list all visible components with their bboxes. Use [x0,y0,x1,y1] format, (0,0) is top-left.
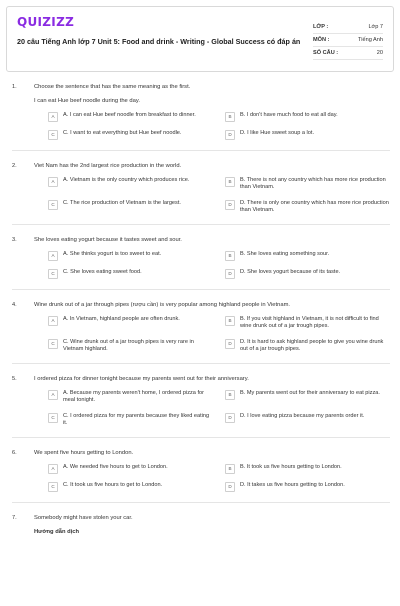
option-d[interactable] [225,339,390,354]
worksheet-header [6,6,394,72]
option-c[interactable] [48,130,213,140]
option-text: D. There is only one country which has more rice production than Vietnam. [240,199,389,213]
answer-options [48,316,390,353]
option-a[interactable] [48,464,213,474]
option-text: C. Wine drunk out of a jar trough pipes is very rare in Vietnam highland. [63,338,194,352]
option-c[interactable] [48,339,213,354]
meta-key: LỚP : [313,24,329,30]
option-a[interactable] [48,251,213,261]
question-4 [12,290,390,353]
option-c[interactable] [48,269,213,279]
option-b[interactable] [225,251,390,261]
question-number: 4. [12,302,17,309]
option-box[interactable]: A [48,251,58,261]
option-box[interactable]: D [225,130,235,140]
option-b[interactable] [225,464,390,474]
option-text: D. I love eating pizza because my parents order it. [240,412,365,419]
option-d[interactable] [225,482,390,492]
option-box[interactable]: A [48,177,58,187]
option-d[interactable] [225,413,390,428]
answer-options [48,251,390,279]
question-2 [12,151,390,214]
option-d[interactable] [225,200,390,215]
option-text: A. Vietnam is the only country which produces rice. [63,177,190,183]
option-b[interactable] [225,316,390,331]
quizizz-logo: QUIZIZZ [17,15,75,29]
answer-options [48,464,390,492]
question-text: I ordered pizza for dinner tonight because my parents went out for their anniversary. [34,376,249,383]
option-box[interactable]: B [225,316,235,326]
option-box[interactable]: D [225,269,235,279]
option-box[interactable]: C [48,339,58,349]
option-box[interactable]: C [48,482,58,492]
option-c[interactable] [48,413,213,428]
option-box[interactable]: C [48,413,58,423]
translation-guide-label: Hướng dẫn dịch [34,529,80,536]
answer-options [48,177,390,214]
option-c[interactable] [48,200,213,215]
option-box[interactable]: B [225,464,235,474]
option-text: B. If you visit highland in Vietnam, it is not difficult to find wine drunk out of a jar trough pipes. [240,316,379,330]
meta-key: SỐ CÂU : [313,50,339,56]
question-number: 5. [12,376,17,383]
option-a[interactable] [48,390,213,405]
question-3 [12,225,390,279]
question-5 [12,364,390,427]
option-box[interactable]: D [225,482,235,492]
option-text: C. I ordered pizza for my parents because they liked eating it. [63,412,210,426]
option-box[interactable]: B [225,177,235,187]
option-text: C. It took us five hours to get to London. [63,482,163,489]
option-box[interactable]: A [48,112,58,122]
answer-options [48,390,390,427]
option-b[interactable] [225,177,390,192]
meta-key: MÔN : [313,37,330,43]
option-d[interactable] [225,130,390,140]
answer-options [48,112,390,140]
option-text: B. There is not any country which has more rice production than Vietnam. [240,177,386,191]
option-text: D. I like Hue sweet soup a lot. [240,130,314,136]
question-text: Somebody might have stolen your car. [34,515,133,522]
option-box[interactable]: D [225,200,235,210]
option-a[interactable] [48,177,213,192]
question-text: Choose the sentence that has the same meaning as the first. [34,84,191,90]
option-text: A. She thinks yogurt is too sweet to eat. [63,251,162,258]
option-box[interactable]: D [225,339,235,349]
meta-value: Lớp 7 [368,24,383,30]
option-d[interactable] [225,269,390,279]
option-c[interactable] [48,482,213,492]
option-box[interactable]: A [48,390,58,400]
meta-value: Tiếng Anh [358,37,383,43]
option-text: C. I want to eat everything but Hue beef noodle. [63,130,182,136]
option-box[interactable]: B [225,390,235,400]
question-number: 2. [12,163,17,169]
option-box[interactable]: C [48,130,58,140]
worksheet-title: 20 câu Tiếng Anh lớp 7 Unit 5: Food and drink - Writing - Global Success có đáp án [17,37,301,46]
question-7 [12,503,390,535]
worksheet-meta [313,21,383,60]
meta-value: 20 [376,50,383,56]
option-text: D. She loves yogurt because of its taste. [240,269,341,276]
option-box[interactable]: A [48,316,58,326]
question-number: 1. [12,84,17,90]
option-box[interactable]: D [225,413,235,423]
question-text: She loves eating yogurt because it tastes sweet and sour. [34,237,182,244]
meta-row-subject [313,34,383,47]
question-text: We spent five hours getting to London. [34,450,134,457]
option-text: C. She loves eating sweet food. [63,269,142,276]
option-text: B. My parents went out for their anniversary to eat pizza. [240,390,380,397]
question-number: 6. [12,450,17,457]
option-text: B. She loves eating something sour. [240,251,330,258]
meta-row-class [313,21,383,34]
question-1 [12,72,390,140]
option-box[interactable]: B [225,112,235,122]
option-text: A. In Vietnam, highland people are often drunk. [63,316,180,323]
option-a[interactable] [48,112,213,122]
option-text: A. I can eat Hue beef noodle from breakfast to dinner. [63,112,196,118]
question-text: Viet Nam has the 2nd largest rice production in the world. [34,163,182,169]
option-b[interactable] [225,112,390,122]
option-text: B. It took us five hours getting to London. [240,464,342,471]
question-sentence: I can eat Hue beef noodle during the day. [34,98,140,104]
option-box[interactable]: B [225,251,235,261]
question-6 [12,438,390,492]
option-a[interactable] [48,316,213,331]
option-text: D. It takes us five hours getting to London. [240,482,345,489]
meta-row-count [313,47,383,60]
question-number: 7. [12,515,17,522]
option-text: C. The rice production of Vietnam is the largest. [63,199,181,206]
option-text: D. It is hard to ask highland people to give you wine drunk out of a jar trough pipes. [240,338,384,352]
question-number: 3. [12,237,17,244]
option-b[interactable] [225,390,390,405]
option-text: A. Because my parents weren't home, I ordered pizza for meal tonight. [63,390,204,404]
option-box[interactable]: A [48,464,58,474]
option-box[interactable]: C [48,200,58,210]
option-box[interactable]: C [48,269,58,279]
option-text: A. We needed five hours to get to London. [63,464,168,471]
question-text: Wine drunk out of a jar through pipes (rượu cần) is very popular among highland people in Vietnam. [34,302,291,309]
option-text: B. I don't have much food to eat all day. [240,112,338,118]
